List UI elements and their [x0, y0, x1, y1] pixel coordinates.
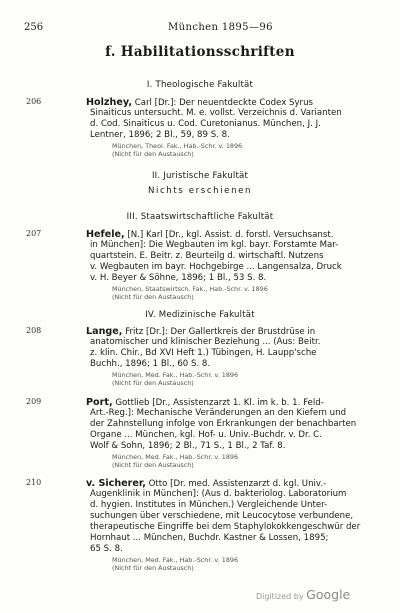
- faculty-heading-economics: III. Staatswirtschaftliche Fakultät: [126, 212, 274, 222]
- running-header: München 1895—96: [168, 22, 273, 33]
- author-name: Hefele,: [86, 229, 125, 240]
- entry-text-line: Sinaiticus untersucht. M. e. vollst. Verzeichnis d. Varianten: [90, 108, 342, 118]
- faculty-heading-medicine: IV. Medizinische Fakultät: [145, 310, 255, 320]
- entry-number: 209: [26, 397, 42, 406]
- entry-number: 206: [26, 97, 42, 106]
- entry-text-line: v. Wegbauten im bayr. Hochgebirge ... Langensalza, Druck: [90, 262, 342, 272]
- entry-text-line: Otto [Dr. med. Assistenzarzt d. kgl. Univ.-: [148, 479, 327, 489]
- entry-number: 208: [26, 326, 42, 335]
- entry-text-line: quartstein. E. Beitr. z. Beurteilg d. wirtschaftl. Nutzens: [90, 251, 324, 261]
- entry-text-line: Lentner, 1896; 2 Bl., 59, 89 S. 8.: [90, 130, 230, 140]
- entry-text-line: anatomischer und klinischer Beziehung ... (Aus: Beitr.: [90, 337, 321, 347]
- entry-meta-line: München, Theol. Fak., Hab.-Schr. v. 1896: [112, 142, 243, 150]
- entry-number: 207: [26, 229, 42, 238]
- author-name: Lange,: [86, 326, 123, 337]
- entry-text-line: Buchh., 1896; 1 Bl., 60 S. 8.: [90, 359, 211, 369]
- entry-text-line: 65 S. 8.: [90, 544, 123, 554]
- author-name: Holzhey,: [86, 97, 132, 108]
- entry-meta-line: München, Med. Fak., Hab.-Schr. v. 1896: [112, 453, 239, 461]
- author-name: v. Sicherer,: [86, 478, 146, 489]
- entry-text-line: suchungen über verschiedene, mit Leucocytose verbundene,: [90, 511, 354, 521]
- entry-text-line: Fritz [Dr.]: Der Gallertkreis der Brustdrüse in: [125, 327, 316, 337]
- entry-text-line: der Zahnstellung infolge von Erkrankungen der benachbarten: [90, 419, 357, 429]
- entry-meta-line: München, Staatswirtsch. Fak., Hab.-Schr. v. 1896: [112, 285, 268, 293]
- faculty-heading-theology: I. Theologische Fakultät: [146, 80, 254, 90]
- entry-meta-line: München, Med. Fak., Hab.-Schr. v. 1896: [112, 371, 239, 379]
- author-name: Port,: [86, 397, 113, 408]
- entry-text-line: Organe ... München, kgl. Hof- u. Univ.-Buchdr. v. Dr. C.: [90, 430, 322, 440]
- entry-meta-line: (Nicht für den Austausch): [112, 564, 194, 572]
- entry-text-line: d. Cod. Sinaiticus u. Cod. Curetonianus. München, J. J.: [90, 119, 321, 129]
- entry-text-line: Augenklinik in München]: (Aus d. bakteriolog. Laboratorium: [90, 489, 347, 499]
- faculty-heading-law: II. Juristische Fakultät: [151, 171, 249, 181]
- entry-text-line: [N.] Karl [Dr., kgl. Assist. d. forstl. Versuchsanst.: [127, 230, 334, 240]
- entry-number: 210: [26, 478, 42, 487]
- entry-text-line: Carl [Dr.]: Der neuentdeckte Codex Syrus: [134, 98, 314, 108]
- entry-text-line: v. H. Beyer & Söhne, 1896; 1 Bl., 53 S. 8.: [90, 273, 267, 283]
- entry-meta-line: (Nicht für den Austausch): [112, 379, 194, 387]
- entry-meta-line: (Nicht für den Austausch): [112, 461, 194, 469]
- section-title: f. Habilitationsschriften: [105, 44, 295, 60]
- entry-text-line: z. klin. Chir., Bd XVI Heft 1.) Tübingen, H. Laupp'sche: [90, 348, 317, 358]
- entry-text-line: Hornhaut ... München, Buchdr. Kastner & Lossen, 1895;: [90, 533, 329, 543]
- entry-text-line: therapeutische Eingriffe bei dem Staphylokokkengeschwür der: [90, 522, 361, 532]
- entry-meta-line: (Nicht für den Austausch): [112, 293, 194, 301]
- page-number: 256: [24, 22, 44, 33]
- entry-text-line: in München]: Die Wegbauten im kgl. bayr. Forstamte Mar-: [90, 240, 339, 250]
- entry-text-line: Gottlieb [Dr., Assistenzarzt 1. Kl. im k. b. 1. Feld-: [115, 398, 324, 408]
- digitized-by-text: Digitized by: [256, 592, 304, 601]
- digitization-watermark: [256, 587, 350, 602]
- entry-meta-line: (Nicht für den Austausch): [112, 150, 194, 158]
- google-logo-text: Google: [306, 587, 351, 602]
- entry-meta-line: München, Med. Fak., Hab.-Schr. v. 1896: [112, 556, 239, 564]
- entry-text-line: Art.-Reg.]: Mechanische Veränderungen an den Kiefern und: [90, 408, 347, 418]
- entry-text-line: d. hygien. Institutes in München.) Vergleichende Unter-: [90, 500, 328, 510]
- no-publications-note: Nichts erschienen: [147, 186, 253, 196]
- entry-text-line: Wolf & Sohn, 1896; 2 Bl., 71 S., 1 Bl., 2 Taf. 8.: [90, 441, 286, 451]
